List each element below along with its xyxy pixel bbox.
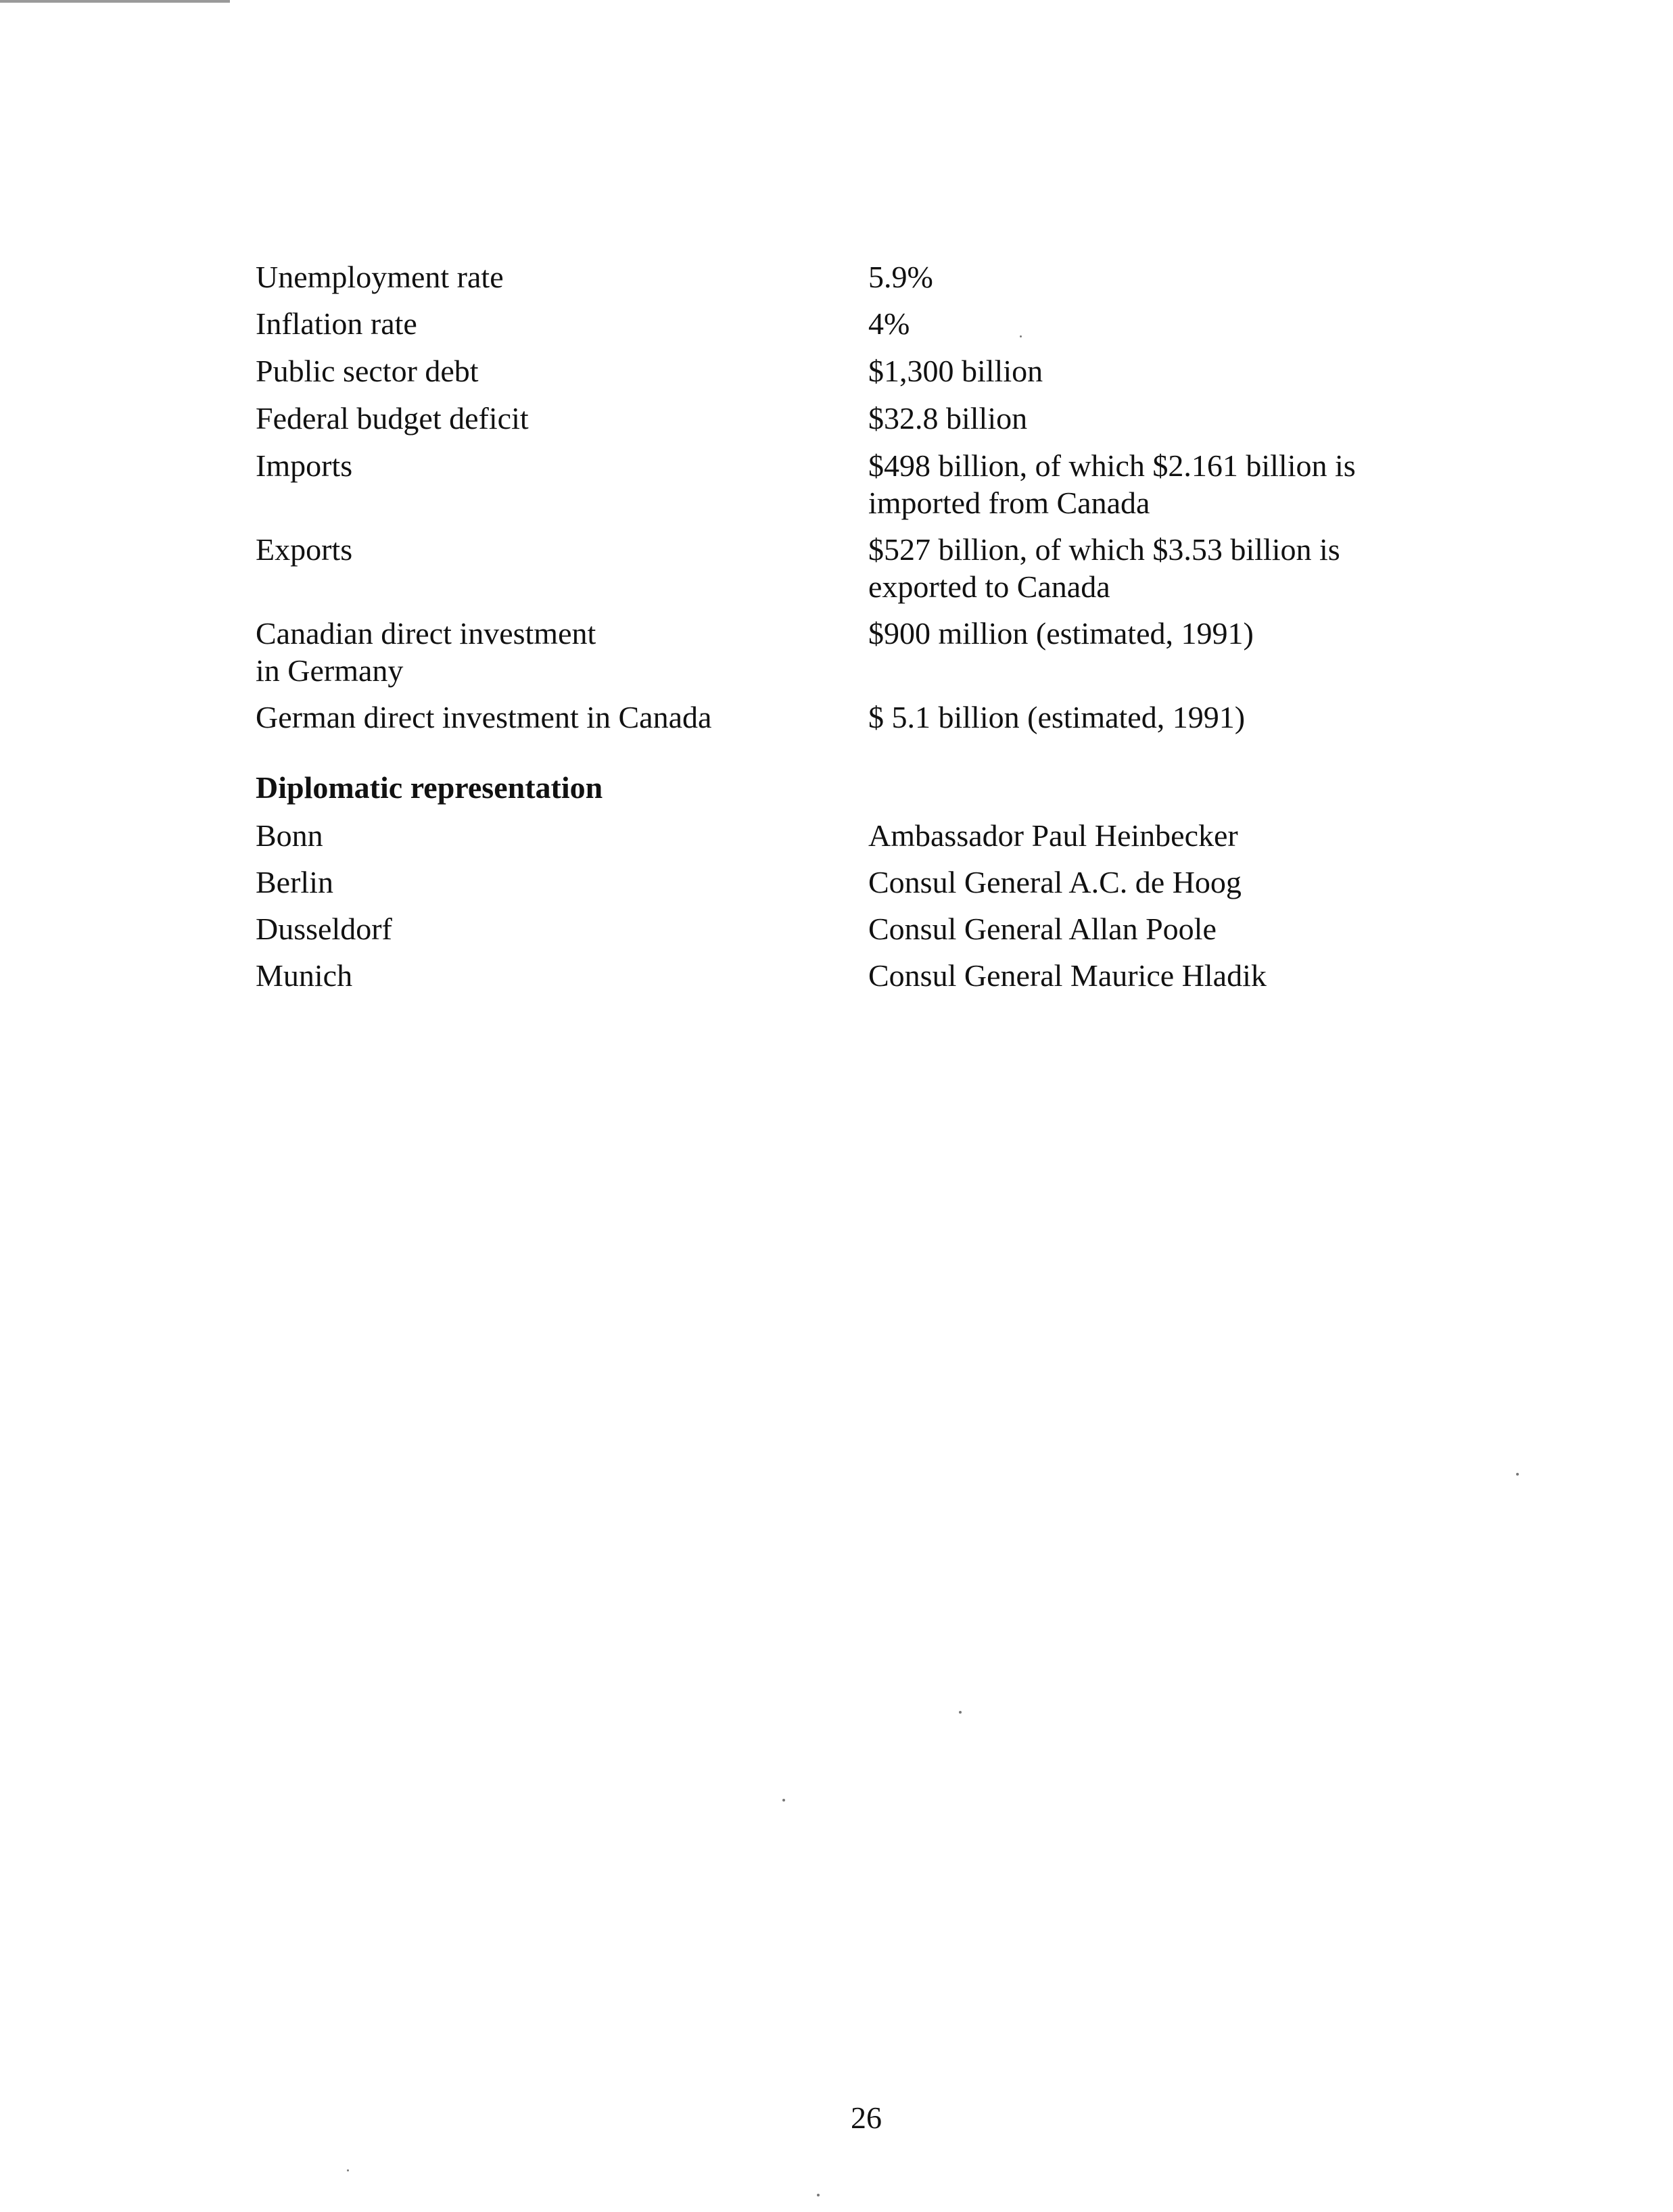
scan-speck [782, 1799, 785, 1802]
fact-value-line-1: $498 billion, of which $2.161 billion is [868, 448, 1356, 483]
fact-label: Inflation rate [256, 306, 417, 341]
section-heading: Diplomatic representation [256, 770, 603, 805]
fact-label: Unemployment rate [256, 260, 504, 294]
fact-value-line-2: exported to Canada [868, 569, 1110, 604]
fact-value: $ 5.1 billion (estimated, 1991) [868, 700, 1246, 734]
fact-value: 4% [868, 306, 910, 341]
scan-speck [817, 2194, 820, 2196]
post-representative: Consul General A.C. de Hoog [868, 865, 1242, 899]
scan-edge-line [0, 0, 230, 3]
scan-speck [347, 2169, 349, 2171]
fact-value: $32.8 billion [868, 401, 1028, 436]
fact-label-line-1: Canadian direct investment [256, 616, 596, 651]
fact-value-line-1: $527 billion, of which $3.53 billion is [868, 532, 1340, 567]
fact-label: Imports [256, 448, 353, 483]
fact-value: $1,300 billion [868, 354, 1043, 388]
page-number: 26 [851, 2100, 882, 2135]
fact-label-line-2: in Germany [256, 653, 404, 688]
post-city: Bonn [256, 818, 323, 853]
post-representative: Consul General Maurice Hladik [868, 958, 1267, 993]
scan-speck [1516, 1473, 1519, 1476]
post-representative: Ambassador Paul Heinbecker [868, 818, 1238, 853]
fact-value: $900 million (estimated, 1991) [868, 616, 1254, 651]
post-representative: Consul General Allan Poole [868, 912, 1217, 946]
scan-speck [1020, 335, 1022, 337]
fact-value: 5.9% [868, 260, 933, 294]
fact-label: German direct investment in Canada [256, 700, 712, 734]
fact-value-line-2: imported from Canada [868, 486, 1150, 520]
fact-label: Federal budget deficit [256, 401, 529, 436]
scan-speck [959, 1711, 962, 1714]
post-city: Munich [256, 958, 353, 993]
post-city: Dusseldorf [256, 912, 392, 946]
fact-label: Exports [256, 532, 353, 567]
fact-label: Public sector debt [256, 354, 479, 388]
post-city: Berlin [256, 865, 333, 899]
